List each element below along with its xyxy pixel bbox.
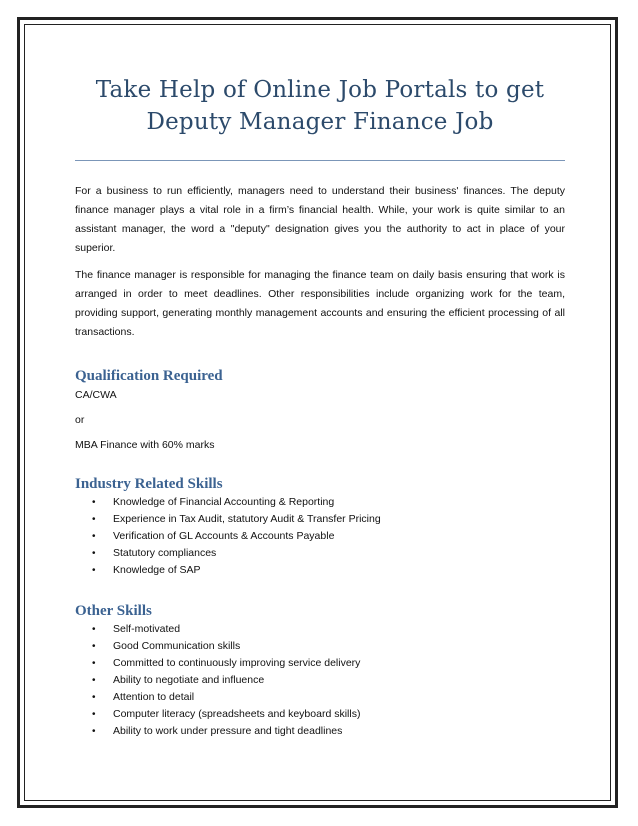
bullet-icon: •: [92, 692, 96, 703]
bullet-icon: •: [92, 514, 96, 525]
title-divider: [75, 160, 565, 161]
bullet-icon: •: [92, 675, 96, 686]
qualification-line-1: CA/CWA: [75, 389, 117, 401]
list-item: • Computer literacy (spreadsheets and keyboard skills): [75, 706, 565, 723]
title-line-2: Deputy Manager Finance Job: [146, 109, 494, 135]
other-skills-list: [75, 621, 565, 740]
bullet-icon: •: [92, 709, 96, 720]
bullet-icon: •: [92, 624, 96, 635]
list-item: • Ability to negotiate and influence: [75, 672, 565, 689]
bullet-icon: •: [92, 548, 96, 559]
other-skills-heading: Other Skills: [75, 603, 152, 619]
list-item: • Ability to work under pressure and tight deadlines: [75, 723, 565, 740]
qualification-heading: Qualification Required: [75, 368, 223, 384]
industry-skills-list: [75, 494, 565, 579]
bullet-icon: •: [92, 531, 96, 542]
bullet-icon: •: [92, 565, 96, 576]
bullet-icon: •: [92, 641, 96, 652]
list-item: • Committed to continuously improving service delivery: [75, 655, 565, 672]
bullet-icon: •: [92, 726, 96, 737]
list-item: • Self-motivated: [75, 621, 565, 638]
list-item: • Statutory compliances: [75, 545, 565, 562]
bullet-icon: •: [92, 658, 96, 669]
page-title: [75, 74, 565, 138]
intro-paragraph-1: For a business to run efficiently, managers need to understand their business' finances. The deputy finance manager plays a vital role in a firm’s financial health. While, your work is quite similar to an assistant manager, the word a "deputy" designation gives you the authority to act in place of your superior.: [75, 185, 565, 254]
list-item: • Experience in Tax Audit, statutory Audit & Transfer Pricing: [75, 511, 565, 528]
title-line-1: Take Help of Online Job Portals to get: [95, 77, 545, 103]
intro-paragraph-2: The finance manager is responsible for managing the finance team on daily basis ensuring that work is arranged in order to meet deadlines. Other responsibilities include organizing work for the team, providing support, generating monthly management accounts and ensuring the efficient processing of all transactions.: [75, 269, 565, 338]
document-content: [75, 74, 565, 740]
list-item: • Verification of GL Accounts & Accounts Payable: [75, 528, 565, 545]
list-item: • Attention to detail: [75, 689, 565, 706]
list-item: • Knowledge of SAP: [75, 562, 565, 579]
industry-skills-heading: Industry Related Skills: [75, 476, 223, 492]
qualification-line-3: MBA Finance with 60% marks: [75, 439, 215, 451]
bullet-icon: •: [92, 497, 96, 508]
list-item: • Knowledge of Financial Accounting & Reporting: [75, 494, 565, 511]
list-item: • Good Communication skills: [75, 638, 565, 655]
qualification-line-2: or: [75, 414, 85, 426]
